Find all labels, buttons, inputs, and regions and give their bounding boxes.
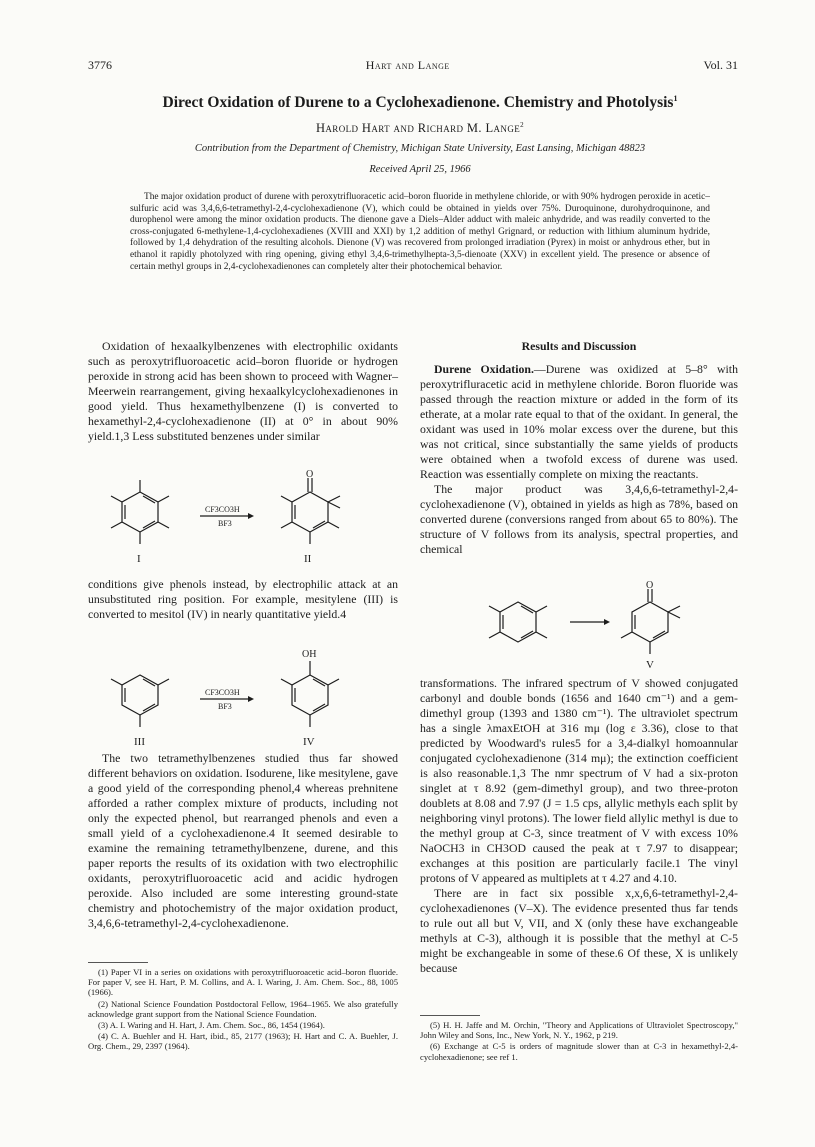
right-para-3: transformations. The infrared spectrum of V showed conjugated carbonyl and double bonds (1656 and 1640 cm⁻¹) and a gem-dimethyl group (1393 and 1380 cm⁻¹). The ultraviolet spectrum has a single λmaxEtOH at 316 mμ (log ε 3.36), close to that predicted by Woodward's rules5 for a 3,4-dialkyl homoannular conjugated cyclohexadienone (314 mμ); the extinction coefficient is also reasonable.1,3 The nmr spectrum of V had a six-proton singlet at τ 8.92 (gem-dimethyl group), and two three-proton doublets at 8.08 and 7.97 (J = 1.5 cps, allylic methyls each split by neighboring vinyl protons). The lower field allylic methyl is due to the methyl group at C-3, since treatment of V with excess 10% NaOCH3 in CH3OD caused the peak at τ 7.97 to disappear; exchanges at this position are particularly facile.1 The vinyl protons of V appeared as multiplets at τ 4.27 and 4.10. There are in fact six possible x,x,6,6-tetramethyl-2,4-cyclohexadienones (V–X). The evidence presented thus far tends to rule out all but V, VII, and X (only these have exchangeable methyls at C-3), although it is possible that the methyl at C-5 might be exchangeable in some of these.6 Of these, X is unlikely because: [420, 676, 738, 975]
footnote-rule-right: [420, 1015, 480, 1016]
mesitol-structure: [281, 661, 339, 727]
mesitylene-structure: [111, 675, 169, 727]
durene-structure: [489, 602, 547, 642]
scheme-1-reagent-top: CF3CO3H: [205, 505, 240, 514]
scheme-2: [100, 645, 360, 755]
affiliation: Contribution from the Department of Chemistry, Michigan State University, East Lansing, Michigan 48823: [194, 143, 646, 154]
hexamethylbenzene-structure: [111, 480, 169, 544]
authors: [60, 121, 780, 136]
scheme-1-label-II: II: [304, 553, 312, 565]
runin-heading: Durene Oxidation.: [434, 362, 534, 376]
footnote-rule-left: [88, 962, 148, 963]
scheme-1-label-I: I: [137, 553, 141, 565]
arrowhead: [248, 696, 254, 702]
received-date: Received April 25, 1966: [369, 164, 471, 175]
article-title: [60, 94, 780, 112]
arrowhead: [604, 619, 610, 625]
footnote-6: (6) Exchange at C-5 is orders of magnitude slower than at C-3 in hexamethyl-2,4-cyclohexadienone; see ref 1.: [420, 1041, 738, 1062]
section-heading: Results and Discussion: [521, 339, 637, 353]
footnotes-left: [88, 967, 398, 1053]
footnote-5: (5) H. H. Jaffe and M. Orchin, "Theory and Applications of Ultraviolet Spectroscopy," John Wiley and Sons, Inc., New York, N. Y., 1962, p 219.: [420, 1020, 738, 1041]
footnotes-right: [420, 1020, 738, 1063]
footnote-2: (2) National Science Foundation Postdoctoral Fellow, 1964–1965. We also gratefully acknowledge grant support from the National Science Foundation.: [88, 998, 398, 1019]
hexamethylcyclohexadienone-structure: [281, 478, 340, 544]
scheme-3-oxygen: O: [646, 580, 654, 591]
footnote-1: (1) Paper VI in a series on oxidations with peroxytrifluoroacetic acid–boron fluoride. For paper V, see H. Hart, P. M. Collins, and A. I. Waring, J. Am. Chem. Soc., 88, 1005 (1966).: [88, 967, 398, 998]
title-footnote-mark: 1: [673, 94, 678, 103]
article-title-text: Direct Oxidation of Durene to a Cyclohexadienone. Chemistry and Photolysis: [162, 94, 674, 112]
scheme-1-oxygen: O: [306, 469, 314, 480]
scheme-2-label-IV: IV: [303, 736, 315, 748]
scheme-3: [470, 582, 700, 672]
footnote-3: (3) A. I. Waring and H. Hart, J. Am. Chem. Soc., 86, 1454 (1964).: [98, 1020, 325, 1031]
left-para-3: The two tetramethylbenzenes studied thus far showed different behaviors on oxidation. Isodurene, like mesitylene, gave a good yield of the corresponding phenol,4 whereas prehnitene afforded a rather complex mixture of products, including not only the expected phenol, but rearranged phenols and even a small yield of a cyclohexadienone.4 It seemed desirable to examine the remaining tetramethylbenzene, durene, and this paper reports the results of its oxidation with two electrophilic oxidants, peroxytrifluoroacetic acid and acidic hydrogen peroxide. Also included are some interesting ground-state chemistry and photochemistry of the major oxidation product, 3,4,6,6-tetramethyl-2,4-cyclohexadienone.: [88, 751, 398, 930]
abstract: The major oxidation product of durene with peroxytrifluoracetic acid–boron fluoride in methylene chloride, or with 90% hydrogen peroxide in acetic–sulfuric acid was 3,4,6,6-tetramethyl-2,4-cyclohexadienone (V), which could be obtained in yields over 75%. Duroquinone, durohydroquinone, and durophenol were among the minor oxidation products. The dienone gave a Diels–Alder adduct with maleic anhydride, and was readily converted to the cross-conjugated 6-methylene-1,4-cyclohexadienes (XVIII and XXI) by 1,2 addition of methyl Grignard, or reduction with lithium aluminum hydride, followed by 1,4 dehydration of the resulting alcohols. Dienone (V) was recovered from prolonged irradiation (Pyrex) in moist or anhydrous ether, but in ethanol it rapidly photolyzed with ring opening, giving ethyl 3,4,6-trimethylhepta-3,5-dienoate (XXV) in excellent yield. The presence or absence of certain methyl groups in 2,4-cyclohexadienones can completely alter their photochemical behavior.: [130, 192, 710, 272]
page-number: 3776: [88, 58, 112, 72]
footnote-4: (4) C. A. Buehler and H. Hart, ibid., 85, 2177 (1963); H. Hart and C. A. Buehler, J. Org. Chem., 29, 2397 (1964).: [88, 1031, 398, 1052]
author-footnote-mark: 2: [520, 121, 525, 129]
left-para-2: conditions give phenols instead, by electrophilic attack at an unsubstituted ring position. For example, mesitylene (III) is converted to mesitol (IV) in nearly quantitative yield.4: [88, 577, 398, 621]
scheme-3-label-V: V: [646, 659, 654, 671]
volume: Vol. 31: [703, 58, 738, 72]
authors-text: Harold Hart and Richard M. Lange: [315, 121, 521, 136]
arrowhead: [248, 513, 254, 519]
scheme-2-label-III: III: [134, 736, 145, 748]
right-para-1: Durene Oxidation.—Durene was oxidized at 5–8° with peroxytrifluracetic acid in methylene chloride. Boron fluoride was passed through the reaction mixture or added in the form of its etherate, at a molar rate equal to that of the oxidant. In general, the oxidant was used in 10% molar excess over the durene, but this was not critical, since substantially the same yields of products were obtained when a twofold excess of durene was used. Reaction was essentially complete on mixing the reactants. The major product was 3,4,6,6-tetramethyl-2,4-cyclohexadienone (V), obtained in yields as high as 78%, based on converted durene (conversions ranged from about 65 to 80%). The structure of V follows from its analysis, spectral properties, and chemical: [420, 362, 738, 556]
running-head: [88, 58, 738, 73]
scheme-2-reagent-bottom: BF3: [218, 702, 232, 711]
scheme-1: [100, 470, 360, 570]
scheme-2-hydroxyl: OH: [302, 649, 317, 660]
running-title: Hart and Lange: [365, 58, 450, 72]
tetramethylcyclohexadienone-structure: [621, 589, 680, 654]
scheme-2-reagent-top: CF3CO3H: [205, 688, 240, 697]
left-para-1: Oxidation of hexaalkylbenzenes with electrophilic oxidants such as peroxytrifluoroacetic acid–boron fluoride or hydrogen peroxide in strong acid has been shown to proceed with Wagner–Meerwein rearrangement, giving hexaalkylcyclohexadienones in good yield. Thus hexamethylbenzene (I) is converted to hexamethyl-2,4-cyclohexadienone (II) at 0° in about 90% yield.1,3 Less substituted benzenes under similar: [88, 339, 398, 443]
scheme-1-reagent-bottom: BF3: [218, 519, 232, 528]
